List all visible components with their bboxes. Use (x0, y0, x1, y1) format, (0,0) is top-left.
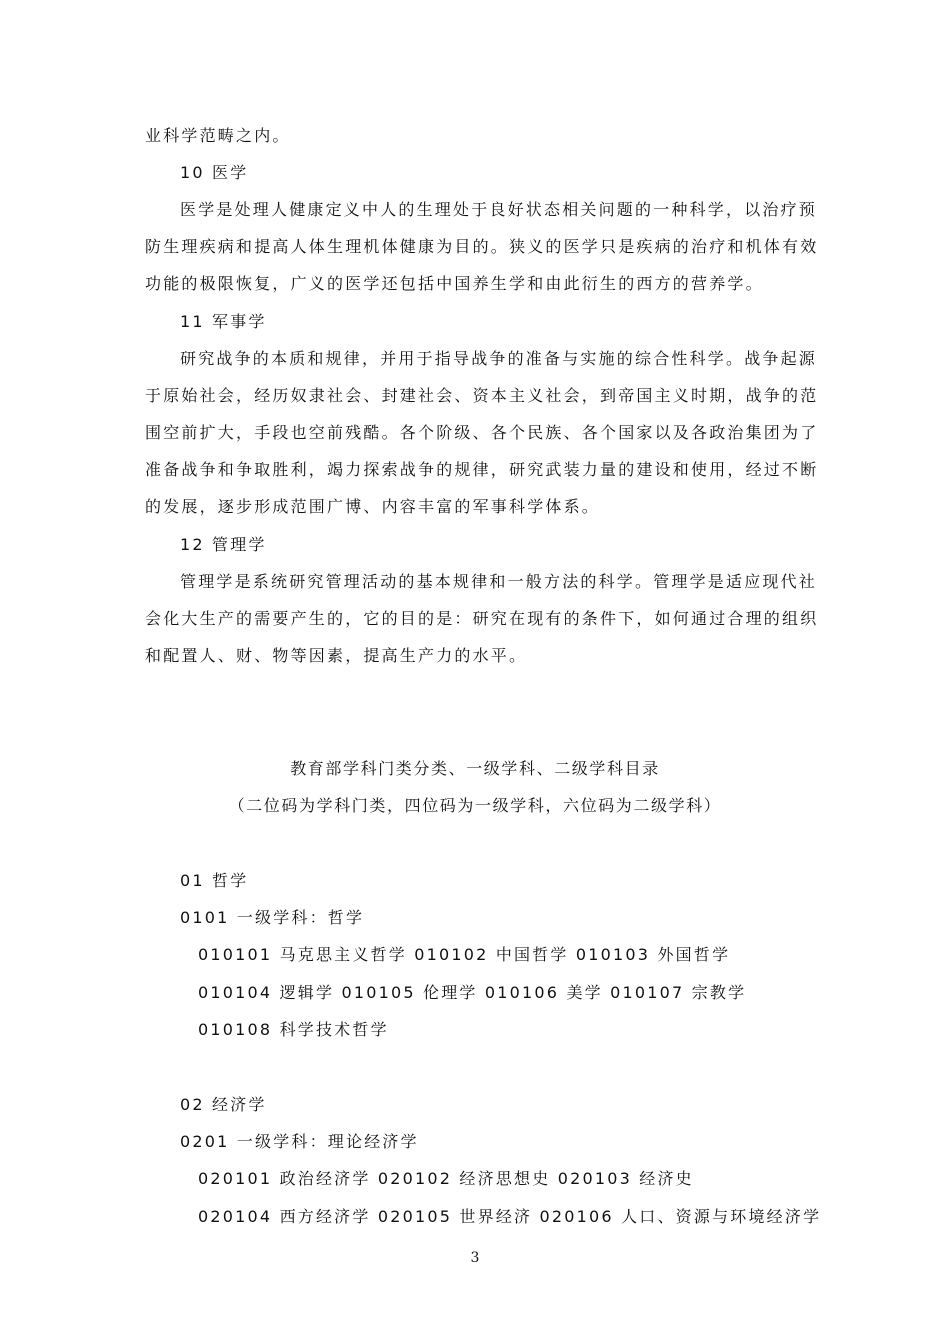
category-philosophy: 01 哲学 (180, 871, 249, 890)
intro-line: 业科学范畴之内。 (145, 126, 291, 145)
paragraph-line: 的发展，逐步形成范围广博、内容丰富的军事科学体系。 (145, 497, 601, 516)
page-number: 3 (470, 1250, 480, 1266)
paragraph-line: 防生理疾病和提高人体生理机体健康为目的。狭义的医学只是疾病的治疗和机体有效 (145, 237, 819, 256)
second-level-row: 020101 政治经济学 020102 经济思想史 020103 经济史 (198, 1169, 694, 1188)
paragraph-line: 会化大生产的需要产生的，它的目的是：研究在现有的条件下，如何通过合理的组织 (145, 609, 819, 628)
paragraph-line: 准备战争和争取胜利，竭力探索战争的规律，研究武装力量的建设和使用，经过不断 (145, 460, 819, 479)
second-level-row: 010108 科学技术哲学 (198, 1020, 389, 1039)
catalog-subtitle: （二位码为学科门类，四位码为一级学科，六位码为二级学科） (228, 796, 722, 815)
second-level-row: 010104 逻辑学 010105 伦理学 010106 美学 010107 宗教学 (198, 983, 747, 1002)
paragraph-line: 围空前扩大，手段也空前残酷。各个阶级、各个民族、各个国家以及各政治集团为了 (145, 423, 819, 442)
paragraph-line: 功能的极限恢复，广义的医学还包括中国养生学和由此衍生的西方的营养学。 (145, 274, 764, 293)
paragraph-line: 于原始社会，经历奴隶社会、封建社会、资本主义社会，到帝国主义时期，战争的范 (145, 386, 819, 405)
category-economics: 02 经济学 (180, 1095, 267, 1114)
section-heading-military: 11 军事学 (180, 312, 267, 331)
section-heading-medicine: 10 医学 (180, 163, 249, 182)
paragraph-line: 研究战争的本质和规律，并用于指导战争的准备与实施的综合性科学。战争起源 (180, 349, 818, 368)
section-heading-management: 12 管理学 (180, 535, 267, 554)
second-level-row: 010101 马克思主义哲学 010102 中国哲学 010103 外国哲学 (198, 945, 731, 964)
second-level-row: 020104 西方经济学 020105 世界经济 020106 人口、资源与环境经济学 (198, 1207, 822, 1226)
paragraph-line: 和配置人、财、物等因素，提高生产力的水平。 (145, 646, 528, 665)
paragraph-line: 管理学是系统研究管理活动的基本规律和一般方法的科学。管理学是适应现代社 (180, 572, 818, 591)
first-level-economics: 0201 一级学科：理论经济学 (180, 1132, 419, 1151)
paragraph-line: 医学是处理人健康定义中人的生理处于良好状态相关问题的一种科学，以治疗预 (180, 200, 818, 219)
first-level-philosophy: 0101 一级学科：哲学 (180, 908, 365, 927)
catalog-title: 教育部学科门类分类、一级学科、二级学科目录 (290, 759, 660, 778)
